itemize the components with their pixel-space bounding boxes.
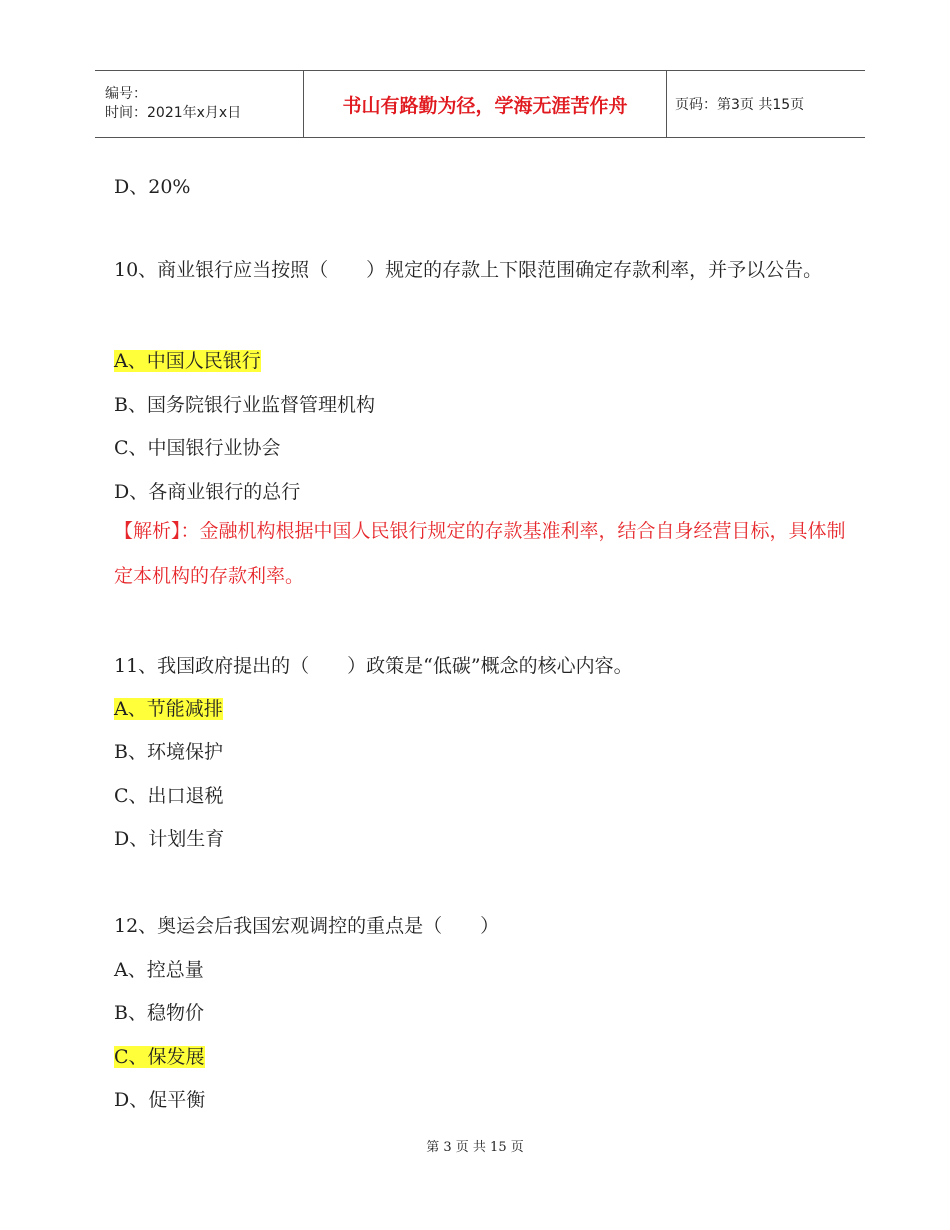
- q11-option-b: B、环境保护: [114, 741, 223, 763]
- q12-option-d: D、促平衡: [114, 1089, 206, 1111]
- page-header: [95, 70, 865, 138]
- question-12: 12、奥运会后我国宏观调控的重点是（ ）: [114, 915, 500, 937]
- header-meta: [95, 71, 304, 137]
- q11-option-a: [114, 694, 223, 721]
- number-label: 编号：: [105, 86, 147, 102]
- q10-option-d: D、各商业银行的总行: [114, 481, 301, 503]
- header-motto: [304, 71, 667, 137]
- q10-option-c: C、中国银行业协会: [114, 437, 281, 459]
- answer-highlight: A、中国人民银行: [114, 350, 261, 372]
- question-10: 10、商业银行应当按照（ ）规定的存款上下限范围确定存款利率，并予以公告。: [114, 259, 823, 281]
- header-page-code: [667, 71, 865, 137]
- page-code-text: 页码：第3页 共15页: [675, 97, 805, 113]
- q12-option-c: [114, 1042, 205, 1069]
- page-footer: 第 3 页 共 15 页: [426, 1140, 524, 1155]
- time-label: 时间：2021年x月x日: [105, 105, 242, 121]
- motto-text: 书山有路勤为径，学海无涯苦作舟: [342, 94, 628, 117]
- q10-option-b: B、国务院银行业监督管理机构: [114, 394, 375, 416]
- q10-analysis: 【解析】：金融机构根据中国人民银行规定的存款基准利率，结合自身经营目标，具体制定本机构的存款利率。: [114, 520, 846, 587]
- question-11: 11、我国政府提出的（ ）政策是“低碳”概念的核心内容。: [114, 655, 633, 677]
- answer-highlight: A、节能减排: [114, 698, 223, 720]
- q12-option-a: A、控总量: [114, 959, 204, 981]
- q11-option-d: D、计划生育: [114, 828, 225, 850]
- q9-option-d: D、20%: [114, 176, 191, 198]
- q10-option-a: [114, 346, 261, 373]
- q11-option-c: C、出口退税: [114, 785, 224, 807]
- answer-highlight: C、保发展: [114, 1046, 205, 1068]
- q12-option-b: B、稳物价: [114, 1002, 204, 1024]
